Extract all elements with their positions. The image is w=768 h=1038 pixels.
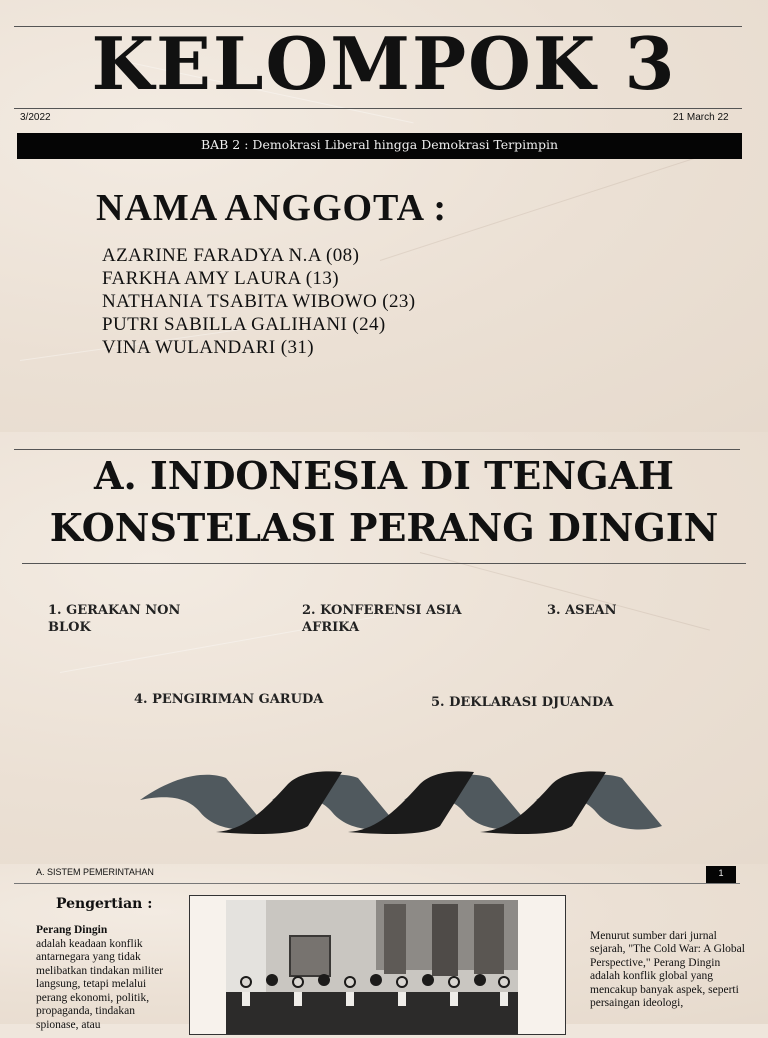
definition-term: Perang Dingin — [36, 924, 108, 936]
definition-body: adalah keadaan konflik antarnegara yang tidak melibatkan tindakan militer langsung, tetapi melalui perang ekonomi, politik, propaganda, tindakan spionase, atau — [36, 937, 164, 1031]
topic-item: 3. ASEAN — [547, 603, 617, 618]
member-item: AZARINE FARADYA N.A (08) — [102, 245, 360, 266]
members-heading: NAMA ANGGOTA : — [96, 187, 448, 229]
chapter-band: BAB 2 : Demokrasi Liberal hingga Demokrasi Terpimpin — [17, 133, 742, 159]
page-title: KELOMPOK 3 — [91, 21, 677, 106]
member-item: VINA WULANDARI (31) — [102, 337, 314, 358]
section-title — [0, 450, 768, 554]
ribbon-graphic — [140, 768, 616, 836]
definition-text — [36, 924, 172, 1032]
topic-item: 4. PENGIRIMAN GARUDA — [134, 692, 324, 707]
slide-cover — [0, 0, 768, 432]
photo-illustration — [226, 900, 518, 1034]
issue-number: 3/2022 — [20, 112, 51, 123]
slide-cold-war — [0, 432, 768, 864]
topic-item: 5. DEKLARASI DJUANDA — [431, 695, 614, 710]
issue-date: 21 March 22 — [673, 112, 729, 123]
title-underline — [14, 108, 742, 109]
section-label: A. SISTEM PEMERINTAHAN — [36, 867, 154, 877]
topic-item: 2. KONFERENSI ASIA AFRIKA — [302, 603, 462, 635]
section-title-line: KONSTELASI PERANG DINGIN — [49, 505, 719, 550]
member-item: PUTRI SABILLA GALIHANI (24) — [102, 314, 386, 335]
page-number: 1 — [706, 866, 736, 884]
members-list — [102, 244, 415, 359]
section-title-line: A. INDONESIA DI TENGAH — [94, 453, 674, 498]
source-quote: Menurut sumber dari jurnal sejarah, "The Cold War: A Global Perspective," Perang Dingin adalah konflik global yang mencakup banyak aspek, seperti persaingan ideologi, — [590, 930, 745, 1010]
historical-photo — [226, 900, 518, 1034]
member-item: FARKHA AMY LAURA (13) — [102, 268, 339, 289]
title-underline — [22, 563, 746, 564]
member-item: NATHANIA TSABITA WIBOWO (23) — [102, 291, 416, 312]
topic-item: 1. GERAKAN NON BLOK — [48, 603, 181, 635]
ribbon-segment-grey — [140, 775, 266, 830]
photo-frame — [189, 895, 566, 1035]
definition-heading: Pengertian : — [56, 896, 153, 912]
slide-definition — [0, 864, 768, 1031]
header-rule — [14, 883, 740, 884]
ribbon-front — [216, 771, 606, 834]
